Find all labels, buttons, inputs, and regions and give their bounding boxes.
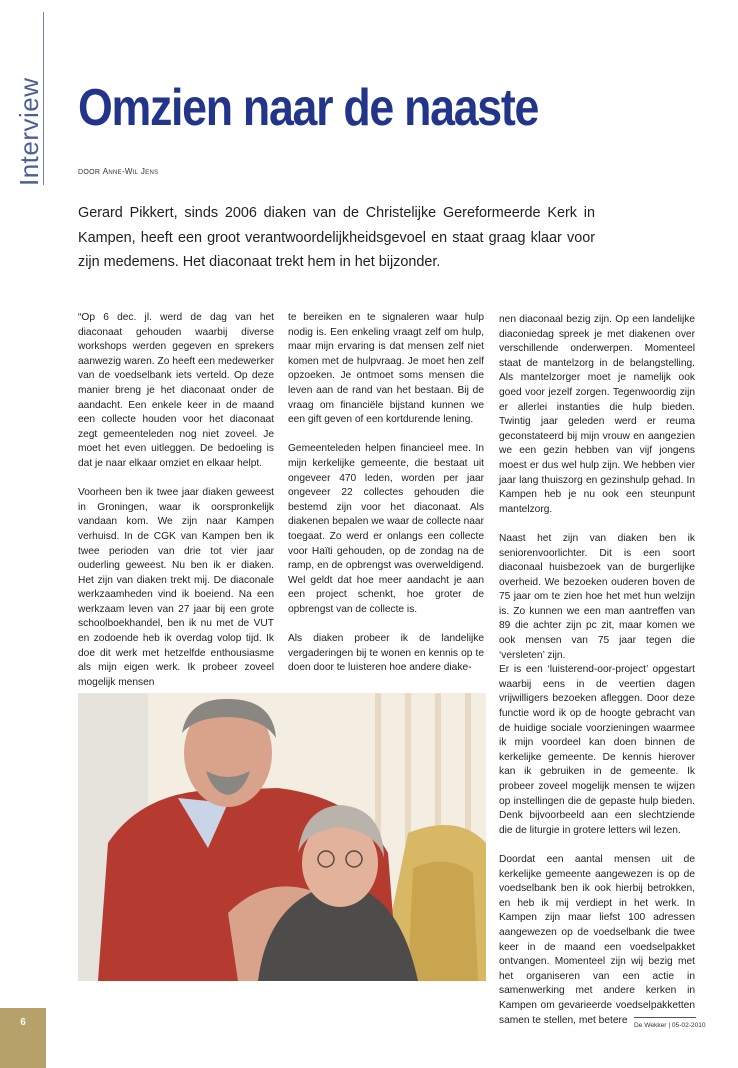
- text-column-3: [499, 313, 695, 1043]
- paragraph: Er is een ‘luisterend-oor-project’ opgestart waarbij eens in de veertien dagen vrijwilligers bezoeken afleggen. Door deze functie word ik op de hoogte gebracht van de huidige sociale voorzieningen waarmee ik mijn voordeel kan doen binnen de kerkelijke gemeente. De kennis hierover kan ik gebruiken in de gemeente. Ik probeer zoveel mogelijk mensen te wijzen op instellingen die de gepaste hulp bieden. Denk bijvoorbeeld aan een slechtziende die de liturgie in grotere letters wil lezen.: [499, 664, 695, 836]
- text-column-1: [78, 311, 274, 705]
- paragraph: Voorheen ben ik twee jaar diaken geweest in Groningen, waar ik oorspronkelijk vandaan kom. We zijn naar Kampen verhuisd. In de CGK van Kampen ben ik twee perioden van drie tot vier jaar ouderling geweest. Nu ben ik er diaken. Het zijn van diaken trekt mij. De diaconale werkzaamheden vind ik boeiend. Na een werkzaam leven van 27 jaar bij een grote schoolboekhandel, ben ik nu met de VUT en zodoende heb ik overdag volop tijd. Ik doe dit werk met hetzelfde enthousiasme als mijn eigen werk. Ik probeer zoveel mogelijk mensen: [78, 487, 274, 688]
- paragraph: “Op 6 dec. jl. werd de dag van het diaconaat gehouden waarbij diverse workshops werden gegeven en sprekers aanwezig waren. Zo heeft een medewerker van de voedselbank iets verteld. Op deze manier breng je het diaconaat onder de aandacht. Een enkele keer in de maand een collecte houden voor het diaconaat zegt gemeenteleden nog niet zoveel. Je moet het even uitleggen. De bedoeling is dat je naar elkaar omziet en elkaar helpt.: [78, 312, 274, 469]
- paragraph: Naast het zijn van diaken ben ik seniorenvoorlichter. Dit is een soort diaconaal huisbezoek van de burgerlijke overheid. We bezoeken ouderen boven de 75 jaar om te zien hoe het met hun welzijn is. Zo kunnen we een man aantreffen van 89 die achter zijn pc zit, maar komen we ook mensen van 75 jaar tegen die ‘versleten’ zijn.: [499, 532, 695, 661]
- article-lead: Gerard Pikkert, sinds 2006 diaken van de Christelijke Gereformeerde Kerk in Kampen, heeft een groot verantwoordelijkheidsgevoel en staat graag klaar voor zijn medemens. Het diaconaat trekt hem in het bijzonder.: [78, 205, 595, 270]
- paragraph: Doordat een aantal mensen uit de kerkelijke gemeente aangewezen is op de voedselbank ben ik ook hierbij betrokken, en heb ik mij verdiept in het werk. In Kampen zijn maar liefst 100 adressen aangewezen op de voedselbank die twee keer in de maand een voedselpakket ontvangen. Momenteel zijn wij bezig met het organiseren van een actie in samenwerking met andere kerken in Kampen om gevarieerde voedselpakketten samen te stellen, met betere: [499, 853, 695, 1026]
- paragraph: nen diaconaal bezig zijn. Op een landelijke diaconiedag spreek je met diakenen over verschillende onderwerpen. Momenteel staat de mantelzorg in de belangstelling. Als mantelzorger moet je namelijk ook goed voor jezelf zorgen. Tegenwoordig zijn er allerlei instanties die hulp bieden. Twintig jaar geleden werd er reuma geconstateerd bij mijn vrouw en aangezien we een gezin hebben van vijf jongens moest er dus wel hulp zijn. We hebben vier jaar lang thuiszorg en gezinshulp gehad. In Kampen heb je nu ook een steunpunt mantelzorg.: [499, 314, 695, 515]
- footer-publication: De Wekker | 05-02-2010: [634, 1022, 706, 1029]
- byline: [78, 167, 158, 176]
- paragraph: Gemeenteleden helpen financieel mee. In mijn kerkelijke gemeente, die bestaat uit ongeveer 470 leden, worden per jaar ongeveer 22 collectes gehouden die bestemd zijn voor het diaconaat. Als diakenen bepalen we waar de collecte naar toegaat. Zo werd er onlangs een collecte voor Haïti gehouden, op de zondag na de ramp, en de opbrengst was overweldigend. Wel geldt dat hoe meer aandacht je aan een project schenkt, hoe groter de opbrengst van de collecte is.: [288, 443, 484, 615]
- text-column-2: [288, 311, 484, 690]
- portrait-illustration: [78, 693, 486, 981]
- byline-prefix: DOOR: [78, 169, 101, 176]
- section-label: Interview: [14, 77, 44, 186]
- footer-divider: [634, 1017, 696, 1018]
- page-number: 6: [0, 1008, 46, 1068]
- portrait-photo: [78, 693, 486, 981]
- paragraph: Als diaken probeer ik de landelijke vergaderingen bij te wonen en kennis op te doen door te luisteren hoe andere diake-: [288, 633, 484, 674]
- paragraph: te bereiken en te signaleren waar hulp nodig is. Een enkeling vraagt zelf om hulp, maar mijn ervaring is dat mensen zelf niet komen met de hulpvraag. Je moet hen zelf opzoeken. Je ontmoet soms mensen die leven aan de rand van het bestaan. Bij de vraag om financiële bijstand kunnen we een gift geven of een kortdurende lening.: [288, 312, 484, 426]
- byline-author: Anne-Wil Jens: [102, 167, 159, 176]
- article-title: Omzien naar de naaste: [78, 79, 539, 137]
